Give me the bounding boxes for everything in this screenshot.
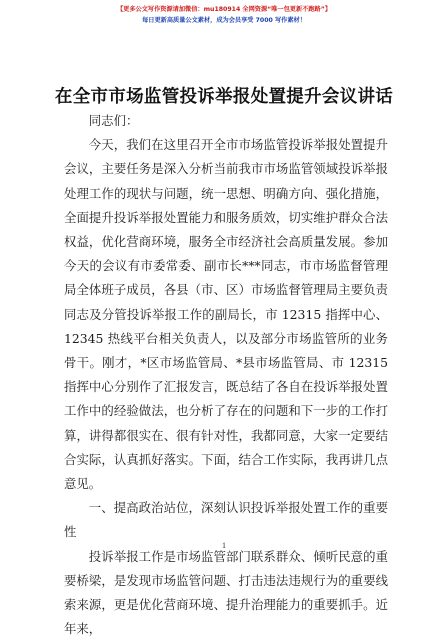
section-heading-1: 一、提高政治站位，深刻认识投诉举报处置工作的重要性: [64, 500, 388, 540]
body-paragraph-1: 今天，我们在这里召开全市市场监管投诉举报处置提升会议，主要任务是深入分析当前我市市场监管领域投诉举报处理工作的现状与问题，统一思想、明确方向、强化措施，全面提升投诉举报处置能力和服务质效，切实维护群众合法权益，优化营商环境，服务全市经济社会高质量发展。参加今天的会议有市委常委、副市长***同志，市市场监督管理局全体班子成员，各县（市、区）市场监督管理局主要负责同志及分管投诉举报工作的副局长，市 12315 指挥中心、12345 热线平台相关负责人，以及部分市场监管所的业务骨干。刚才，*区市场监管局、*县市场监管局、市 12315 指挥中心分别作了汇报发言，既总结了各自在投诉举报处置工作中的经验做法，也分析了存在的问题和下一步的工作打算，讲得都很实在、很有针对性，我都同意，大家一定要结合实际，认真抓好落实。下面，结合工作实际，我再讲几点意见。: [64, 137, 388, 492]
body-paragraph-2: 投诉举报工作是市场监管部门联系群众、倾听民意的重要桥梁，是发现市场监管问题、打击违法违规行为的重要线索来源，更是优化营商环境、提升治理能力的重要抓手。近年来，: [64, 548, 388, 637]
salutation: 同志们：: [88, 113, 139, 128]
promo-banner-line-2: 每日更新高质量公文素材，成为会员享受 7000 写作素材！: [142, 17, 306, 24]
document-body: [64, 109, 388, 641]
document-title: 在全市市场监管投诉举报处置提升会议讲话: [54, 87, 394, 107]
page-number: 1: [222, 541, 226, 550]
promo-banner: [0, 4, 448, 26]
promo-banner-line-1: 【更多公文写作资源请加微信：mu180914 全网资源“唯一包更新不跑路”】: [116, 6, 332, 13]
